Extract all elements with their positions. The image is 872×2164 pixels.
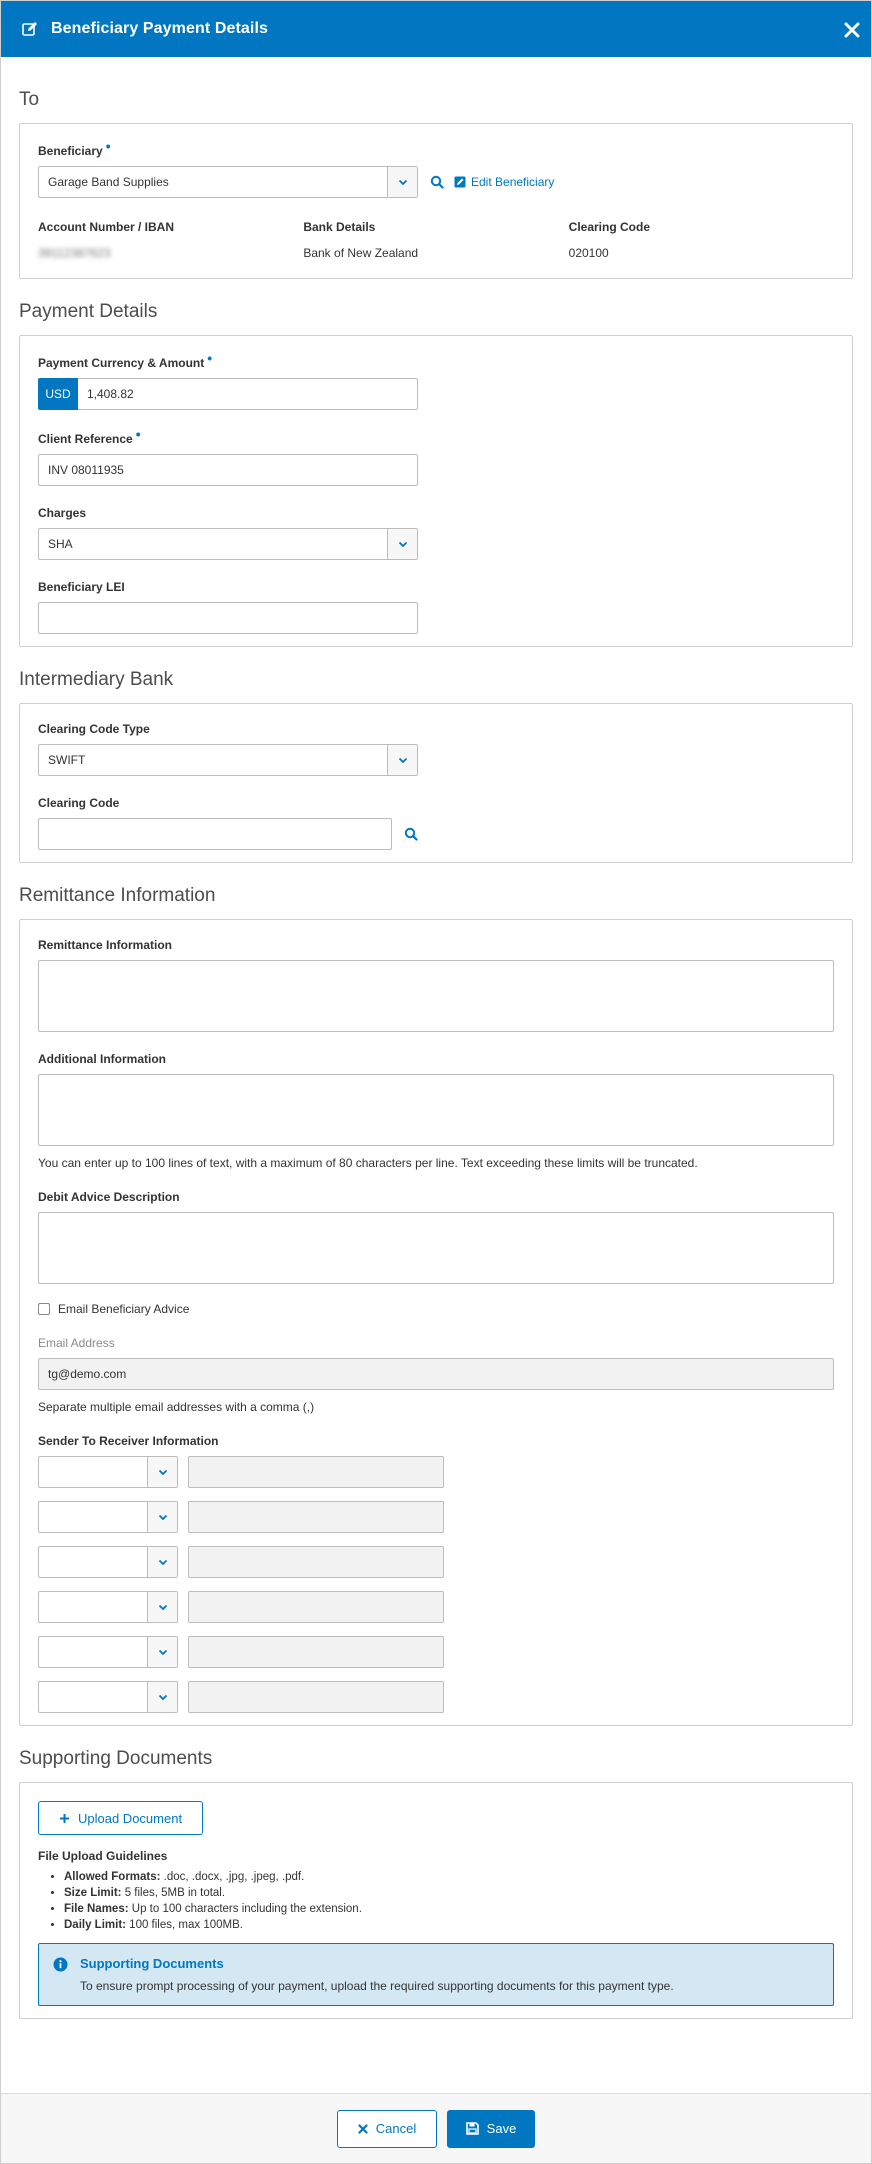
chevron-down-icon[interactable] (147, 1592, 177, 1622)
edit-beneficiary-link[interactable]: Edit Beneficiary (454, 175, 554, 189)
chevron-down-icon[interactable] (147, 1637, 177, 1667)
required-marker: • (207, 350, 213, 366)
s2r-row (38, 1591, 834, 1623)
section-title-payment: Payment Details (19, 301, 158, 322)
info-title: Supporting Documents (80, 1956, 224, 1971)
email-address-hint: Separate multiple email addresses with a comma (,) (38, 1400, 315, 1414)
s2r-code-select[interactable] (38, 1501, 178, 1533)
guideline-item: • Daily Limit: 100 files, max 100MB. (64, 1917, 834, 1933)
section-title-intermediary: Intermediary Bank (19, 669, 174, 690)
info-text: To ensure prompt processing of your payment, upload the required supporting documents for this payment type. (80, 1979, 674, 1993)
account-number-value: 39112387623 (38, 246, 111, 260)
chevron-down-icon[interactable] (387, 745, 417, 775)
edit-square-icon (454, 176, 466, 188)
amount-input[interactable]: 1,408.82 (78, 378, 418, 410)
s2r-code-select[interactable] (38, 1546, 178, 1578)
debit-advice-label: Debit Advice Description (38, 1190, 180, 1204)
intermediary-clearing-code-input[interactable] (38, 818, 392, 850)
close-icon[interactable] (843, 21, 861, 39)
sender-to-receiver-rows (38, 1456, 834, 1713)
chevron-down-icon[interactable] (147, 1457, 177, 1487)
sender-to-receiver-label: Sender To Receiver Information (38, 1434, 219, 1448)
email-advice-row[interactable] (38, 1302, 834, 1316)
chevron-down-icon[interactable] (147, 1682, 177, 1712)
section-title-to: To (19, 89, 40, 110)
cancel-button[interactable]: Cancel (337, 2110, 437, 2148)
clearing-code-type-label: Clearing Code Type (38, 722, 150, 736)
s2r-code-select[interactable] (38, 1681, 178, 1713)
search-icon[interactable] (402, 825, 420, 843)
save-button[interactable]: Save (447, 2110, 535, 2148)
s2r-text-input[interactable] (188, 1546, 444, 1578)
upload-guidelines (38, 1849, 834, 1933)
guideline-item: • File Names: Up to 100 characters including the extension. (64, 1901, 834, 1917)
bank-details-value: Bank of New Zealand (303, 246, 419, 260)
s2r-code-select[interactable] (38, 1636, 178, 1668)
amount-group (38, 378, 418, 410)
payment-panel (19, 335, 853, 647)
guideline-item: • Size Limit: 5 files, 5MB in total. (64, 1885, 834, 1901)
section-title-remittance: Remittance Information (19, 885, 216, 906)
s2r-text-input[interactable] (188, 1681, 444, 1713)
bank-details-label: Bank Details (303, 220, 376, 234)
clearing-code-label: Clearing Code (568, 220, 651, 234)
additional-info-hint: You can enter up to 100 lines of text, with a maximum of 80 characters per line. Text exceeding these limits will be truncated. (38, 1156, 698, 1170)
upload-document-button[interactable]: Upload Document (38, 1801, 203, 1835)
beneficiary-select[interactable] (38, 166, 418, 198)
debit-advice-textarea[interactable] (38, 1212, 834, 1284)
supporting-info-box (38, 1943, 834, 2006)
s2r-row (38, 1636, 834, 1668)
chevron-down-icon[interactable] (387, 167, 417, 197)
client-reference-input[interactable]: INV 08011935 (38, 454, 418, 486)
email-advice-label: Email Beneficiary Advice (58, 1302, 190, 1316)
beneficiary-label: Beneficiary • (38, 138, 111, 158)
s2r-code-select[interactable] (38, 1591, 178, 1623)
beneficiary-lei-label: Beneficiary LEI (38, 580, 125, 594)
modal-footer (1, 2093, 871, 2163)
additional-info-textarea[interactable] (38, 1074, 834, 1146)
supporting-panel (19, 1782, 853, 2019)
chevron-down-icon[interactable] (387, 529, 417, 559)
save-icon (466, 2122, 479, 2135)
s2r-row (38, 1456, 834, 1488)
edit-icon (21, 20, 39, 38)
section-title-supporting: Supporting Documents (19, 1748, 213, 1769)
email-address-input[interactable]: tg@demo.com (38, 1358, 834, 1390)
plus-icon (59, 1813, 70, 1824)
s2r-row (38, 1501, 834, 1533)
email-advice-checkbox[interactable] (38, 1303, 50, 1315)
beneficiary-value: Garage Band Supplies (48, 175, 169, 189)
chevron-down-icon[interactable] (147, 1502, 177, 1532)
remittance-info-label: Remittance Information (38, 938, 173, 952)
charges-label: Charges (38, 506, 87, 520)
guidelines-title: File Upload Guidelines (38, 1849, 168, 1863)
clearing-code-type-value: SWIFT (48, 753, 86, 767)
s2r-row (38, 1546, 834, 1578)
currency-badge[interactable]: USD (38, 378, 78, 410)
intermediary-panel (19, 703, 853, 863)
s2r-text-input[interactable] (188, 1456, 444, 1488)
client-reference-label: Client Reference • (38, 426, 141, 446)
required-marker: • (105, 138, 111, 154)
close-icon (358, 2124, 368, 2134)
chevron-down-icon[interactable] (147, 1547, 177, 1577)
to-panel (19, 123, 853, 279)
s2r-text-input[interactable] (188, 1636, 444, 1668)
s2r-row (38, 1681, 834, 1713)
amount-label: Payment Currency & Amount • (38, 350, 213, 370)
s2r-code-select[interactable] (38, 1456, 178, 1488)
beneficiary-lei-input[interactable] (38, 602, 418, 634)
s2r-text-input[interactable] (188, 1591, 444, 1623)
charges-value: SHA (48, 537, 73, 551)
charges-select[interactable] (38, 528, 418, 560)
modal-title: Beneficiary Payment Details (51, 20, 269, 37)
guideline-item: • Allowed Formats: .doc, .docx, .jpg, .jpeg, .pdf. (64, 1869, 834, 1885)
account-number-label: Account Number / IBAN (38, 220, 175, 234)
remittance-panel (19, 919, 853, 1726)
s2r-text-input[interactable] (188, 1501, 444, 1533)
additional-info-label: Additional Information (38, 1052, 166, 1066)
search-icon[interactable] (428, 173, 446, 191)
intermediary-clearing-code-label: Clearing Code (38, 796, 120, 810)
required-marker: • (135, 426, 141, 442)
info-icon (53, 1957, 68, 1975)
clearing-code-value: 020100 (568, 246, 609, 260)
modal-header (1, 1, 871, 57)
clearing-code-type-select[interactable] (38, 744, 418, 776)
email-address-label: Email Address (38, 1336, 115, 1350)
remittance-info-textarea[interactable] (38, 960, 834, 1032)
